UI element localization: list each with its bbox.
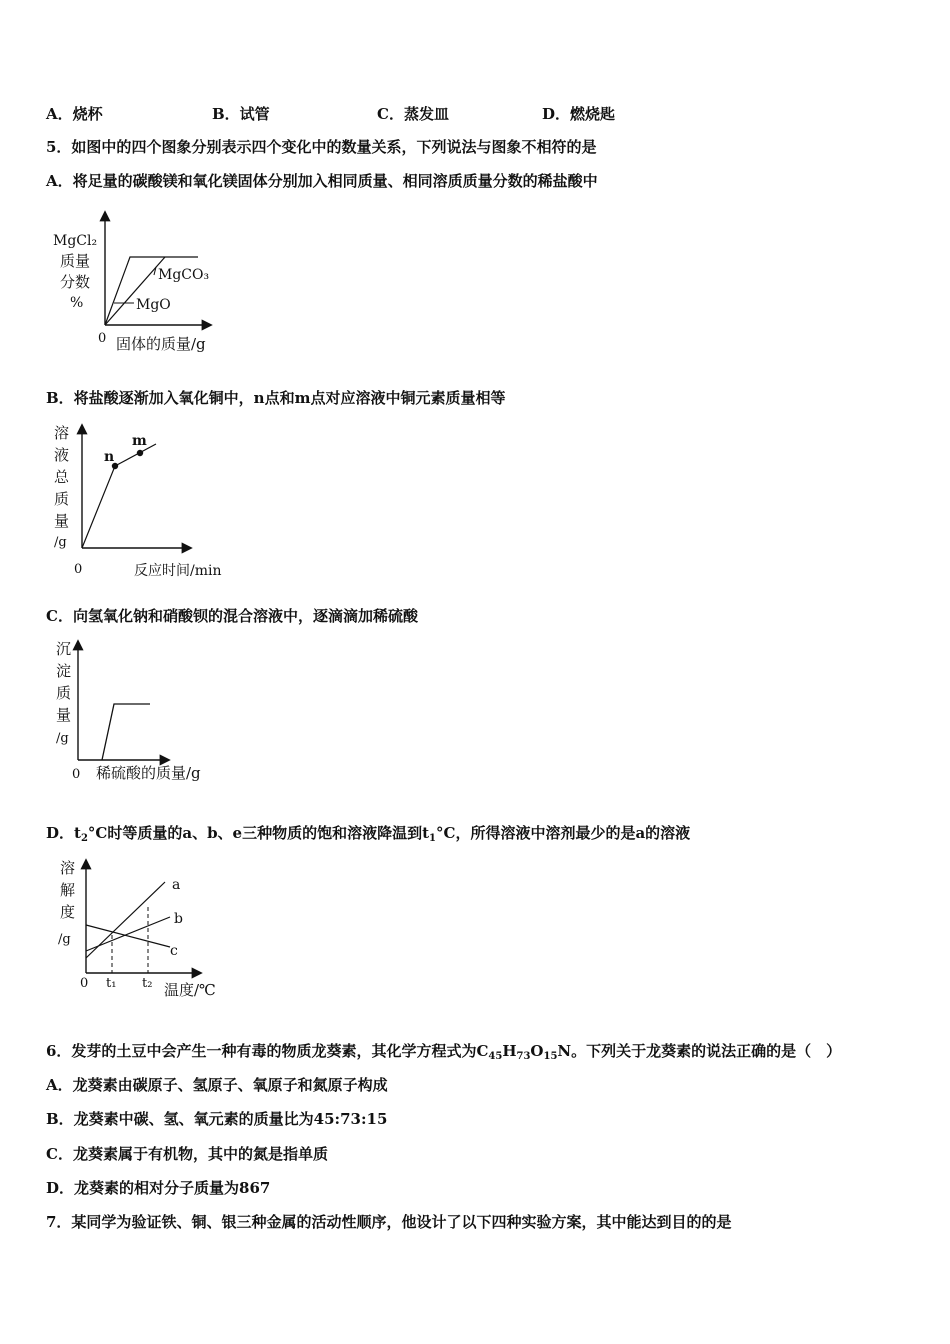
q6-formula-c-sub: 45 bbox=[488, 1051, 503, 1062]
figure-b-curve bbox=[82, 444, 156, 548]
q6-option-c: C．龙葵素属于有机物，其中的氮是指单质 bbox=[46, 1145, 328, 1163]
figure-d-y-char-1: 溶 bbox=[60, 859, 76, 877]
q6-option-b: B．龙葵素中碳、氢、氧元素的质量比为45:73:15 bbox=[46, 1110, 388, 1128]
figure-d-tick-t2: t₂ bbox=[142, 976, 153, 991]
figure-a-y-label-4: % bbox=[70, 295, 84, 311]
figure-d-curve-c bbox=[86, 925, 170, 947]
q5-option-a-text: A．将足量的碳酸镁和氧化镁固体分别加入相同质量、相同溶质质量分数的稀盐酸中 bbox=[46, 172, 598, 190]
q6-stem bbox=[46, 1041, 841, 1067]
figure-b-label-n: n bbox=[104, 449, 115, 465]
figure-d-tick-t1: t₁ bbox=[106, 976, 117, 991]
figure-a-y-label-3: 分数 bbox=[60, 273, 91, 291]
figure-a-y-label-2: 质量 bbox=[60, 252, 91, 270]
figure-d-curve-b bbox=[86, 917, 170, 951]
figure-d-label-c: c bbox=[170, 943, 178, 959]
figure-b-y-char-3: 总 bbox=[54, 468, 70, 486]
q4-option-a: A．烧杯 bbox=[46, 105, 103, 123]
q6-option-a: A．龙葵素由碳原子、氢原子、氧原子和氮原子构成 bbox=[46, 1076, 388, 1094]
figure-c-graph bbox=[50, 636, 230, 786]
figure-b-point-m bbox=[137, 450, 143, 456]
figure-c-curve bbox=[102, 704, 150, 760]
figure-a-origin: 0 bbox=[98, 331, 107, 346]
figure-a-graph bbox=[50, 205, 230, 355]
figure-d-y-char-4: /g bbox=[58, 932, 71, 947]
q4-option-d: D．燃烧匙 bbox=[542, 105, 616, 123]
q4-option-b: B．试管 bbox=[212, 105, 270, 123]
figure-c-x-label: 稀硫酸的质量/g bbox=[96, 764, 201, 782]
q6-formula-o: O bbox=[530, 1042, 544, 1060]
figure-b-origin: 0 bbox=[74, 562, 83, 577]
figure-d-x-label: 温度/℃ bbox=[164, 981, 216, 999]
q5-option-b-text: B．将盐酸逐渐加入氧化铜中，n点和m点对应溶液中铜元素质量相等 bbox=[46, 389, 506, 407]
figure-d-label-b: b bbox=[174, 911, 183, 927]
q5-d-text-mid: °C时等质量的a、b、e三种物质的饱和溶液降温到t bbox=[87, 824, 430, 842]
q5-option-d-text bbox=[46, 823, 690, 849]
figure-b-label-m: m bbox=[132, 433, 147, 449]
figure-b-y-char-6: /g bbox=[54, 535, 67, 550]
figure-c-y-char-4: 量 bbox=[56, 706, 72, 724]
figure-c-y-char-5: /g bbox=[56, 731, 69, 746]
figure-c-y-char-1: 沉 bbox=[56, 640, 72, 658]
q7-stem: 7．某同学为验证铁、铜、银三种金属的活动性顺序，他设计了以下四种实验方案，其中能达到目的的是 bbox=[46, 1213, 732, 1231]
q5-d-text-pre: D．t bbox=[46, 824, 81, 842]
figure-d-label-a: a bbox=[172, 877, 181, 893]
figure-c-origin: 0 bbox=[72, 767, 81, 782]
q4-option-c: C．蒸发皿 bbox=[377, 105, 449, 123]
figure-a-label-mgo: MgO bbox=[136, 297, 171, 313]
q5-d-sub1: 2 bbox=[80, 833, 88, 844]
figure-d-y-char-3: 度 bbox=[60, 903, 76, 921]
figure-b-y-char-4: 质 bbox=[54, 490, 70, 508]
q6-stem-post: N。下列关于龙葵素的说法正确的是（ ） bbox=[557, 1042, 842, 1060]
figure-b-y-char-1: 溶 bbox=[54, 424, 70, 442]
figure-b-y-char-2: 液 bbox=[54, 446, 70, 464]
q6-formula-h: H bbox=[502, 1042, 517, 1060]
q5-d-sub2: 1 bbox=[429, 833, 436, 844]
q5-option-c-text: C．向氢氧化钠和硝酸钡的混合溶液中，逐滴滴加稀硫酸 bbox=[46, 607, 418, 625]
figure-c-y-char-3: 质 bbox=[56, 684, 72, 702]
figure-d-origin: 0 bbox=[80, 976, 89, 991]
q5-stem: 5．如图中的四个图象分别表示四个变化中的数量关系，下列说法与图象不相符的是 bbox=[46, 138, 597, 156]
figure-a-y-label-1: MgCl₂ bbox=[53, 233, 98, 249]
figure-d-y-char-2: 解 bbox=[60, 881, 76, 899]
q6-formula-h-sub: 73 bbox=[516, 1051, 531, 1062]
figure-b-graph bbox=[50, 418, 250, 583]
q6-stem-pre: 6．发芽的土豆中会产生一种有毒的物质龙葵素，其化学方程式为C bbox=[46, 1042, 489, 1060]
figure-a-label-mgco3: MgCO₃ bbox=[158, 267, 210, 283]
q6-formula-o-sub: 15 bbox=[543, 1051, 558, 1062]
figure-b-y-char-5: 量 bbox=[54, 512, 70, 530]
q6-option-d: D．龙葵素的相对分子质量为867 bbox=[46, 1179, 271, 1197]
figure-b-x-label: 反应时间/min bbox=[134, 563, 222, 579]
figure-c-y-char-2: 淀 bbox=[56, 662, 72, 680]
figure-d-graph bbox=[50, 855, 240, 1005]
figure-a-x-label: 固体的质量/g bbox=[116, 335, 206, 353]
q5-d-text-post: °C，所得溶液中溶剂最少的是a的溶液 bbox=[436, 824, 691, 842]
